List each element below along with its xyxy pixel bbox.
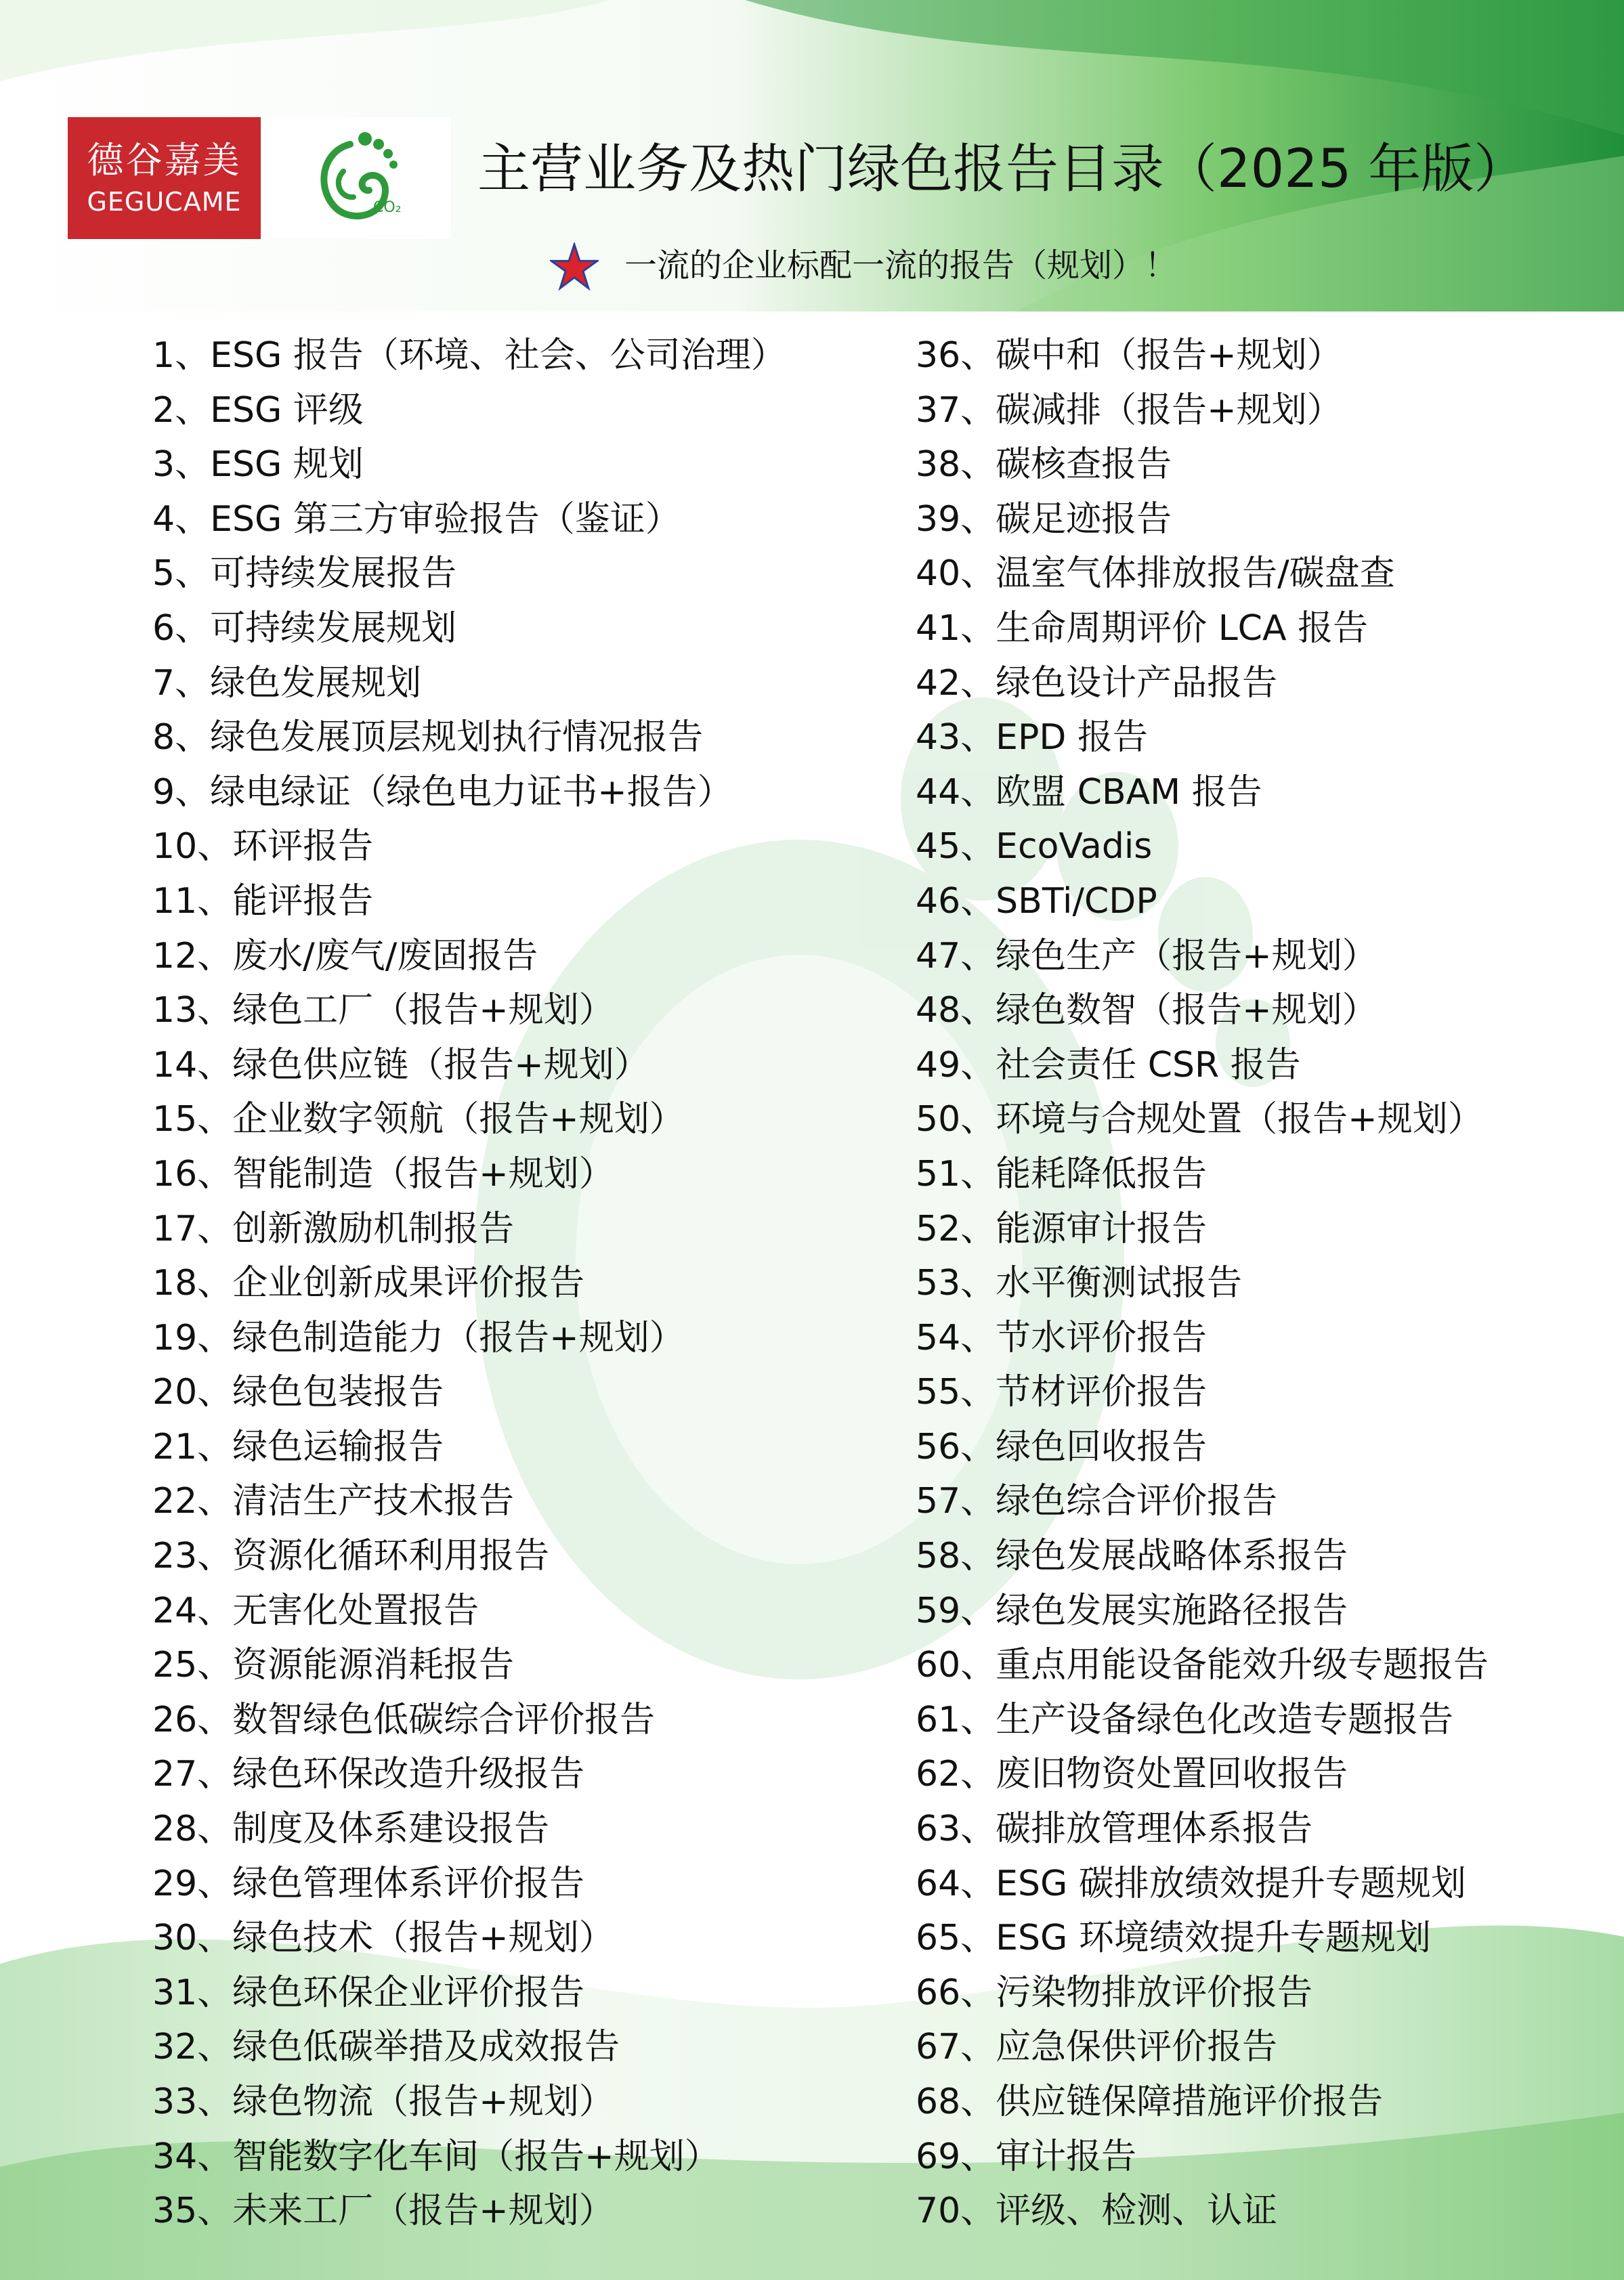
- report-item: 43、EPD 报告: [916, 717, 1148, 758]
- report-item: 53、水平衡测试报告: [916, 1263, 1243, 1304]
- page-title: 主营业务及热门绿色报告目录（2025 年版）: [477, 139, 1527, 200]
- report-item: 49、社会责任 CSR 报告: [916, 1044, 1301, 1085]
- report-item: 3、ESG 规划: [152, 444, 364, 486]
- report-item: 44、欧盟 CBAM 报告: [916, 771, 1262, 813]
- report-item: 51、能耗降低报告: [916, 1153, 1208, 1195]
- report-item: 50、环境与合规处置（报告+规划）: [916, 1099, 1483, 1140]
- report-item: 1、ESG 报告（环境、社会、公司治理）: [152, 335, 786, 376]
- report-item: 11、能评报告: [152, 880, 374, 922]
- report-item: 70、评级、检测、认证: [916, 2191, 1278, 2232]
- report-item: 25、资源能源消耗报告: [152, 1645, 515, 1686]
- report-item: 37、碳减排（报告+规划）: [916, 389, 1342, 431]
- report-item: 24、无害化处置报告: [152, 1590, 479, 1631]
- report-item: 28、制度及体系建设报告: [152, 1809, 550, 1850]
- report-item: 39、碳足迹报告: [916, 498, 1172, 540]
- report-item: 41、生命周期评价 LCA 报告: [916, 607, 1369, 649]
- report-item: 47、绿色生产（报告+规划）: [916, 935, 1377, 976]
- report-item: 12、废水/废气/废固报告: [152, 935, 538, 976]
- report-item: 33、绿色物流（报告+规划）: [152, 2082, 614, 2122]
- report-item: 9、绿电绿证（绿色电力证书+报告）: [152, 771, 733, 813]
- slogan-text: 一流的企业标配一流的报告（规划）！: [624, 246, 1178, 284]
- report-item: 52、能源审计报告: [916, 1208, 1208, 1249]
- report-item: 66、污染物排放评价报告: [916, 1972, 1313, 2013]
- report-item: 34、智能数字化车间（报告+规划）: [152, 2136, 720, 2177]
- report-item: 4、ESG 第三方审验报告（鉴证）: [152, 498, 681, 540]
- co2-footprint-logo: [263, 117, 451, 239]
- report-item: 64、ESG 碳排放绩效提升专题规划: [916, 1863, 1466, 1904]
- report-item: 58、绿色发展战略体系报告: [916, 1536, 1348, 1577]
- report-item: 31、绿色环保企业评价报告: [152, 1972, 585, 2013]
- report-item: 48、绿色数智（报告+规划）: [916, 990, 1377, 1031]
- report-item: 36、碳中和（报告+规划）: [916, 335, 1342, 376]
- co2-label: CO₂: [373, 199, 402, 216]
- report-item: 27、绿色环保改造升级报告: [152, 1754, 585, 1795]
- company-logo: [68, 117, 261, 239]
- report-item: 20、绿色包装报告: [152, 1372, 444, 1413]
- report-item: 13、绿色工厂（报告+规划）: [152, 990, 614, 1031]
- report-item: 7、绿色发展规划: [152, 662, 422, 704]
- report-item: 54、节水评价报告: [916, 1317, 1208, 1358]
- report-item: 19、绿色制造能力（报告+规划）: [152, 1317, 685, 1358]
- footprint-leaf-icon: [303, 124, 411, 232]
- report-item: 60、重点用能设备能效升级专题报告: [916, 1645, 1489, 1686]
- report-item: 23、资源化循环利用报告: [152, 1536, 550, 1577]
- report-item: 67、应急保供评价报告: [916, 2027, 1278, 2068]
- brand-name-cn: 德谷嘉美: [87, 139, 242, 181]
- report-item: 17、创新激励机制报告: [152, 1208, 515, 1249]
- report-item: 6、可持续发展规划: [152, 607, 457, 649]
- report-item: 22、清洁生产技术报告: [152, 1481, 515, 1522]
- report-item: 8、绿色发展顶层规划执行情况报告: [152, 717, 704, 758]
- report-item: 63、碳排放管理体系报告: [916, 1809, 1313, 1850]
- report-item: 65、ESG 环境绩效提升专题规划: [916, 1918, 1431, 1959]
- brand-name-en: GEGUCAME: [87, 187, 242, 217]
- report-item: 57、绿色综合评价报告: [916, 1481, 1278, 1522]
- report-item: 26、数智绿色低碳综合评价报告: [152, 1699, 656, 1740]
- report-item: 46、SBTi/CDP: [916, 880, 1157, 922]
- report-item: 38、碳核查报告: [916, 444, 1172, 486]
- report-item: 2、ESG 评级: [152, 389, 364, 431]
- report-item: 40、温室气体排放报告/碳盘查: [916, 553, 1395, 595]
- report-item: 18、企业创新成果评价报告: [152, 1263, 585, 1304]
- report-item: 56、绿色回收报告: [916, 1426, 1208, 1467]
- report-item: 14、绿色供应链（报告+规划）: [152, 1044, 649, 1085]
- report-item: 10、环评报告: [152, 826, 374, 867]
- report-item: 29、绿色管理体系评价报告: [152, 1863, 585, 1904]
- report-item: 5、可持续发展报告: [152, 553, 457, 595]
- report-item: 68、供应链保障措施评价报告: [916, 2082, 1384, 2122]
- report-list-right: [916, 328, 1489, 2239]
- report-item: 45、EcoVadis: [916, 826, 1153, 867]
- report-item: 61、生产设备绿色化改造专题报告: [916, 1699, 1454, 1740]
- star-icon: [550, 242, 599, 291]
- report-item: 15、企业数字领航（报告+规划）: [152, 1099, 685, 1140]
- report-item: 32、绿色低碳举措及成效报告: [152, 2027, 620, 2068]
- report-item: 16、智能制造（报告+规划）: [152, 1153, 614, 1195]
- report-item: 59、绿色发展实施路径报告: [916, 1590, 1348, 1631]
- report-item: 30、绿色技术（报告+规划）: [152, 1918, 614, 1959]
- report-item: 42、绿色设计产品报告: [916, 662, 1278, 704]
- report-item: 55、节材评价报告: [916, 1372, 1208, 1413]
- report-list-left: [152, 328, 786, 2239]
- slogan: [624, 244, 1177, 287]
- report-item: 69、审计报告: [916, 2136, 1137, 2177]
- report-item: 35、未来工厂（报告+规划）: [152, 2191, 614, 2232]
- report-item: 21、绿色运输报告: [152, 1426, 444, 1467]
- report-item: 62、废旧物资处置回收报告: [916, 1754, 1348, 1795]
